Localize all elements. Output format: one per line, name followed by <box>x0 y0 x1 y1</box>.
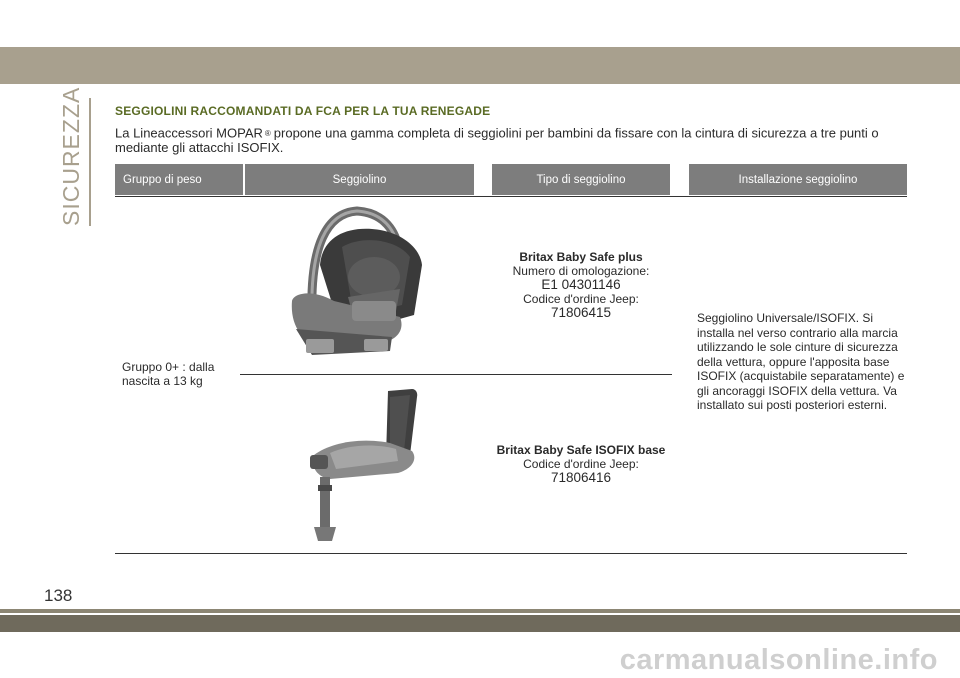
section-side-title: SICUREZZA <box>58 86 84 226</box>
section-heading: SEGGIOLINI RACCOMANDATI DA FCA PER LA TUA RENEGADE <box>115 104 491 118</box>
bottom-rule <box>0 609 960 613</box>
installation-cell: Seggiolino Universale/ISOFIX. Si installa nel verso contrario alla marcia utilizzando le sole cinture di sicurezza della vettura, oppure l'apposita base ISOFIX (acquistabile separatamente) e gli ancoraggi ISOFIX della vettura. Va installato sui posti posteriori esterni. <box>697 311 905 412</box>
side-rule <box>89 98 91 226</box>
homologation-code: E1 04301146 <box>541 277 621 292</box>
product-name: Britax Baby Safe ISOFIX base <box>496 443 666 457</box>
order-code-label: Codice d'ordine Jeep: <box>523 292 639 306</box>
order-code: 71806416 <box>550 470 612 485</box>
table-bottom-rule <box>115 553 907 554</box>
baby-safe-plus-image <box>282 205 432 365</box>
header-installation: Installazione seggiolino <box>689 164 907 195</box>
page-number: 138 <box>44 586 73 605</box>
weight-group-cell: Gruppo 0+ : dalla nascita a 13 kg <box>122 360 215 388</box>
homologation-label: Numero di omologazione: <box>512 264 650 278</box>
product-baby-safe-plus <box>492 250 670 320</box>
header-seat: Seggiolino <box>245 164 474 195</box>
isofix-base-image <box>300 385 430 545</box>
intro-text-before: La Lineaccessori MOPAR <box>115 125 263 141</box>
product-isofix-base <box>492 443 670 485</box>
row-divider <box>240 374 672 375</box>
product-name: Britax Baby Safe plus <box>519 250 643 264</box>
order-code: 71806415 <box>550 305 612 320</box>
watermark: carmanualsonline.info <box>619 644 938 676</box>
header-seat-type: Tipo di seggiolino <box>492 164 670 195</box>
order-code-label: Codice d'ordine Jeep: <box>523 457 639 471</box>
intro-paragraph <box>115 122 905 155</box>
header-underline <box>115 196 907 197</box>
intro-text-after: propone una gamma completa di seggiolini per bambini da fissare con la cintura di sicurezza a tre punti o mediante gli attacchi ISOFIX. <box>115 125 879 156</box>
top-color-band <box>0 47 960 84</box>
header-weight-group: Gruppo di peso <box>115 164 243 195</box>
registered-mark: ® <box>264 129 271 138</box>
bottom-color-band <box>0 615 960 632</box>
